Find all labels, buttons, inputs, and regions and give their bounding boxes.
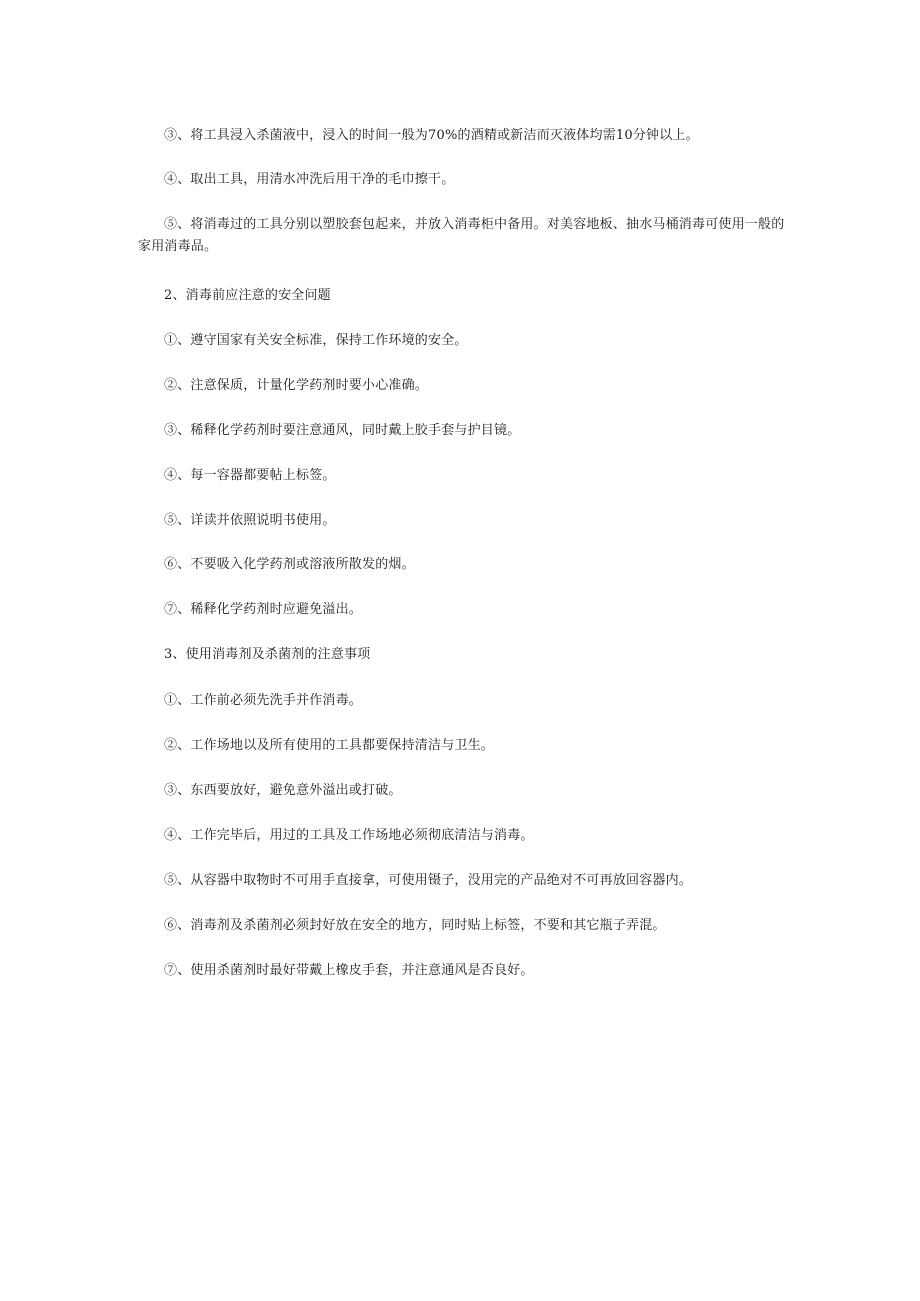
paragraph: ④、取出工具，用清水冲洗后用干净的毛巾擦干。 [164, 172, 455, 187]
paragraph: ④、工作完毕后，用过的工具及工作场地必须彻底清洁与消毒。 [164, 828, 534, 843]
paragraph: ①、工作前必须先洗手并作消毒。 [164, 693, 363, 708]
paragraph: ④、每一容器都要帖上标签。 [164, 468, 336, 483]
paragraph: ②、注意保质，计量化学药剂时要小心准确。 [164, 378, 429, 393]
paragraph: ③、将工具浸入杀菌液中，浸入的时间一般为70%的酒精或新洁而灭液体均需10分钟以上。 [164, 128, 699, 143]
paragraph: ⑥、消毒剂及杀菌剂必须封好放在安全的地方，同时贴上标签，不要和其它瓶子弄混。 [164, 918, 666, 933]
paragraph: ①、遵守国家有关安全标准，保持工作环境的安全。 [164, 333, 468, 348]
section-heading: 2、消毒前应注意的安全问题 [164, 288, 331, 303]
section-heading: 3、使用消毒剂及杀菌剂的注意事项 [164, 647, 371, 662]
paragraph: ⑦、使用杀菌剂时最好带戴上橡皮手套，并注意通风是否良好。 [164, 963, 534, 978]
paragraph: ⑤、从容器中取物时不可用手直接拿，可使用镊子，没用完的产品绝对不可再放回容器内。 [164, 873, 693, 888]
paragraph: ⑦、稀释化学药剂时应避免溢出。 [164, 602, 363, 617]
paragraph: ③、稀释化学药剂时要注意通风，同时戴上胶手套与护目镜。 [164, 423, 521, 438]
paragraph: ③、东西要放好，避免意外溢出或打破。 [164, 783, 402, 798]
paragraph: ②、工作场地以及所有使用的工具都要保持清洁与卫生。 [164, 738, 495, 753]
paragraph: ⑥、不要吸入化学药剂或溶液所散发的烟。 [164, 557, 415, 572]
paragraph: ⑤、将消毒过的工具分别以塑胶套包起来，并放入消毒柜中备用。对美容地板、抽水马桶消毒可使用一般的家用消毒品。 [138, 217, 785, 254]
paragraph: ⑤、详读并依照说明书使用。 [164, 513, 336, 528]
